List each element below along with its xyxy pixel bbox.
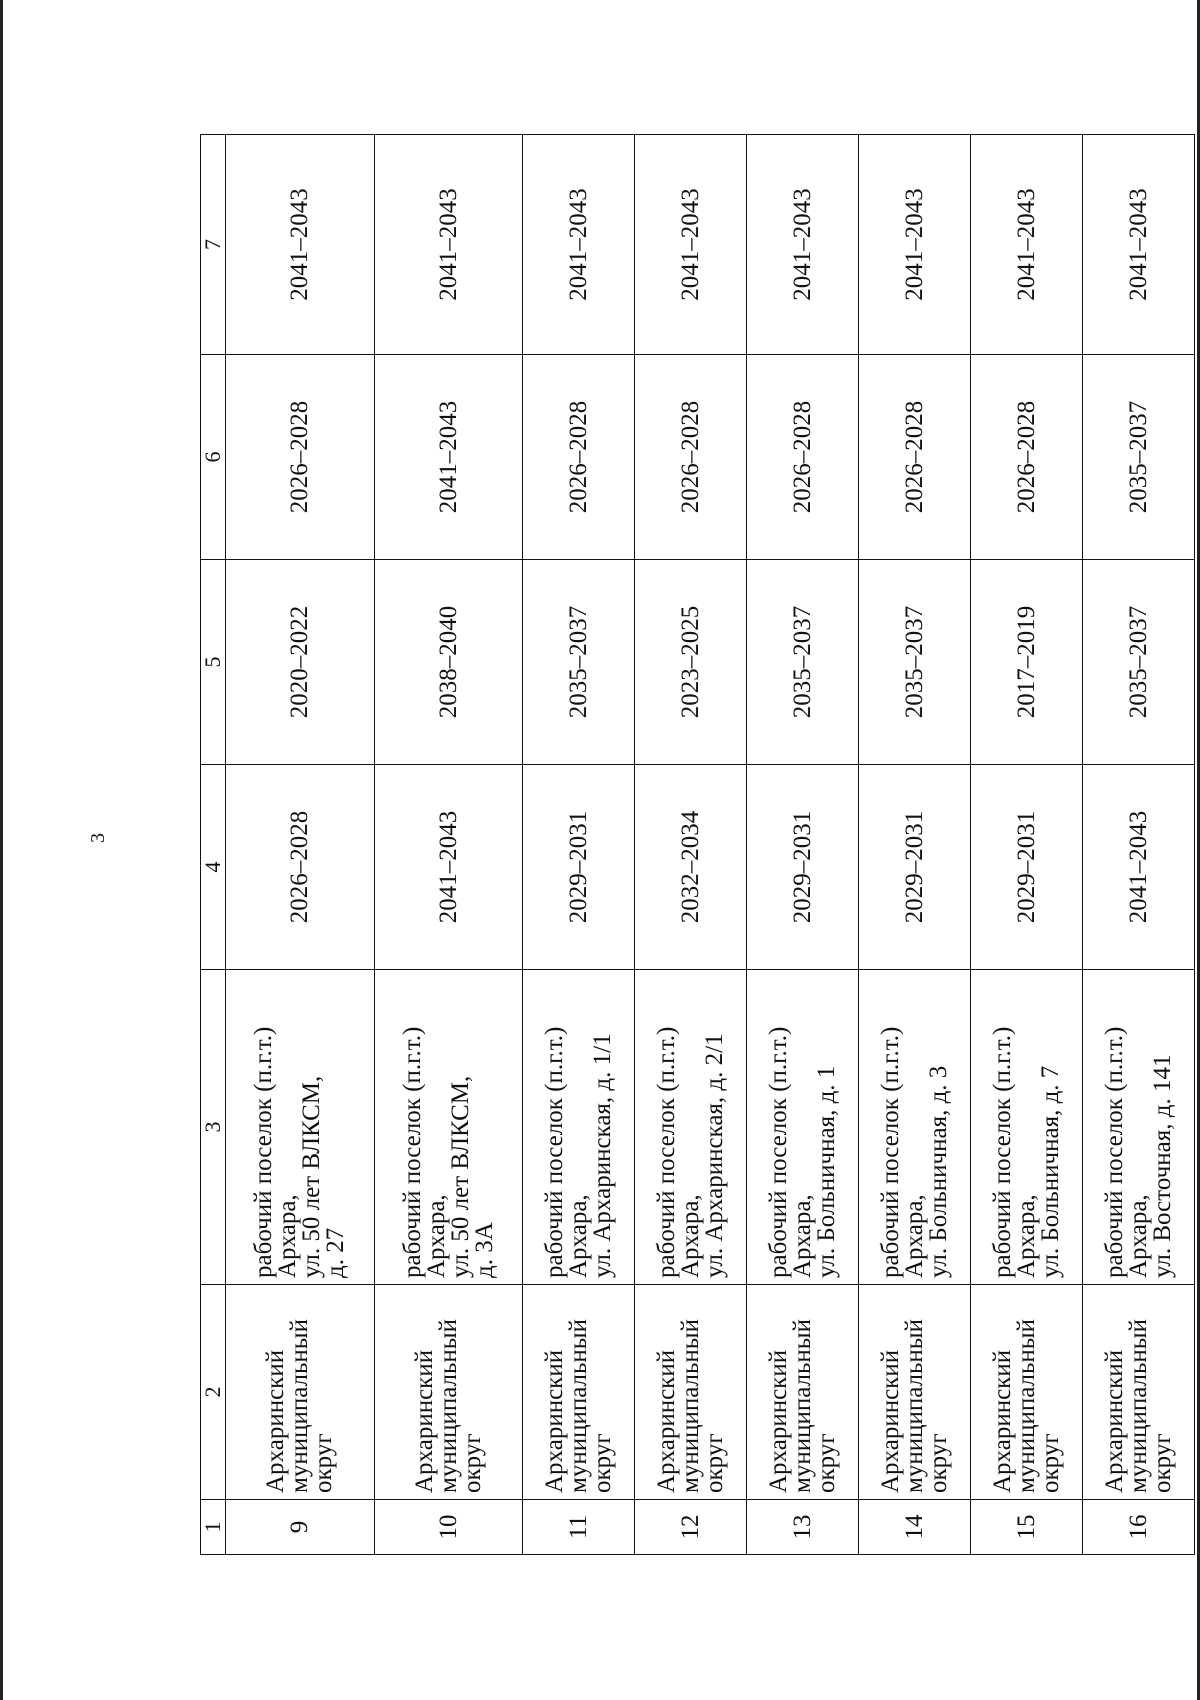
address-cell <box>971 970 1083 1285</box>
column-number: 5 <box>201 560 226 765</box>
period-cell-col7: 2041–2043 <box>859 135 971 355</box>
district-line: Архаринский <box>876 1349 904 1493</box>
district-line: округ <box>1148 1433 1176 1493</box>
district-line: муниципальный <box>788 1319 816 1493</box>
row-number-cell: 13 <box>747 1500 859 1555</box>
row-number-cell: 12 <box>635 1500 747 1555</box>
district-line: муниципальный <box>285 1319 313 1493</box>
address-line: рабочий поселок (п.г.т.) <box>988 1026 1016 1278</box>
row-number-cell: 11 <box>523 1500 635 1555</box>
address-line: рабочий поселок (п.г.т.) <box>764 1026 792 1278</box>
address-line: ул. Восточная, д. 141 <box>1148 1054 1176 1278</box>
column-number: 1 <box>201 1500 226 1555</box>
row-number-cell: 10 <box>374 1500 523 1555</box>
column-number: 2 <box>201 1285 226 1500</box>
period-cell-col5: 2035–2037 <box>747 560 859 765</box>
table-row <box>374 135 523 1555</box>
district-line: Архаринский <box>540 1349 568 1493</box>
address-cell <box>1083 970 1195 1285</box>
district-cell <box>747 1285 859 1500</box>
period-cell-col5: 2035–2037 <box>1083 560 1195 765</box>
address-line: рабочий поселок (п.г.т.) <box>249 1026 277 1278</box>
district-cell <box>523 1285 635 1500</box>
address-line: ул. Архаринская, д. 1/1 <box>588 1033 616 1278</box>
address-line: д. 3А <box>470 1222 498 1278</box>
district-line: муниципальный <box>434 1319 462 1493</box>
address-cell <box>374 970 523 1285</box>
period-cell-col4: 2029–2031 <box>971 765 1083 970</box>
period-cell-col7: 2041–2043 <box>971 135 1083 355</box>
district-line: Архаринский <box>988 1349 1016 1493</box>
period-cell-col5: 2023–2025 <box>635 560 747 765</box>
period-cell-col4: 2041–2043 <box>374 765 523 970</box>
row-number-cell: 9 <box>226 1500 375 1555</box>
address-line: Архара, <box>422 1194 450 1278</box>
district-line: округ <box>700 1433 728 1493</box>
district-line: Архаринский <box>261 1349 289 1493</box>
address-line: рабочий поселок (п.г.т.) <box>652 1026 680 1278</box>
period-cell-col5: 2020–2022 <box>226 560 375 765</box>
column-number: 4 <box>201 765 226 970</box>
row-number-cell: 16 <box>1083 1500 1195 1555</box>
period-cell-col4: 2026–2028 <box>226 765 375 970</box>
district-line: Архаринский <box>410 1349 438 1493</box>
district-line: округ <box>812 1433 840 1493</box>
page-number: 3 <box>87 833 109 843</box>
row-number-cell: 14 <box>859 1500 971 1555</box>
table-row <box>747 135 859 1555</box>
address-line: рабочий поселок (п.г.т.) <box>876 1026 904 1278</box>
address-cell <box>226 970 375 1285</box>
address-cell <box>859 970 971 1285</box>
district-line: муниципальный <box>900 1319 928 1493</box>
column-number: 7 <box>201 135 226 355</box>
district-line: муниципальный <box>676 1319 704 1493</box>
district-line: округ <box>309 1433 337 1493</box>
schedule-table <box>200 134 1195 1555</box>
district-line: Архаринский <box>1100 1349 1128 1493</box>
address-line: ул. Больничная, д. 3 <box>924 1065 952 1278</box>
address-line: Архара, <box>1012 1194 1040 1278</box>
period-cell-col5: 2038–2040 <box>374 560 523 765</box>
district-line: округ <box>1036 1433 1064 1493</box>
period-cell-col6: 2026–2028 <box>971 355 1083 560</box>
district-line: муниципальный <box>1124 1319 1152 1493</box>
period-cell-col4: 2041–2043 <box>1083 765 1195 970</box>
address-line: ул. 50 лет ВЛКСМ, <box>297 1075 325 1278</box>
address-cell <box>523 970 635 1285</box>
period-cell-col5: 2017–2019 <box>971 560 1083 765</box>
period-cell-col6: 2026–2028 <box>635 355 747 560</box>
period-cell-col6: 2035–2037 <box>1083 355 1195 560</box>
period-cell-col7: 2041–2043 <box>523 135 635 355</box>
district-line: Архаринский <box>652 1349 680 1493</box>
district-cell <box>859 1285 971 1500</box>
address-line: ул. Архаринская, д. 2/1 <box>700 1033 728 1278</box>
address-line: Архара, <box>273 1194 301 1278</box>
period-cell-col5: 2035–2037 <box>523 560 635 765</box>
period-cell-col6: 2026–2028 <box>859 355 971 560</box>
address-line: Архара, <box>564 1194 592 1278</box>
address-line: Архара, <box>788 1194 816 1278</box>
district-line: округ <box>588 1433 616 1493</box>
address-line: ул. 50 лет ВЛКСМ, <box>446 1075 474 1278</box>
address-line: Архара, <box>676 1194 704 1278</box>
period-cell-col4: 2032–2034 <box>635 765 747 970</box>
address-cell <box>747 970 859 1285</box>
address-line: д. 27 <box>321 1227 349 1278</box>
address-line: ул. Больничная, д. 7 <box>1036 1065 1064 1278</box>
period-cell-col7: 2041–2043 <box>747 135 859 355</box>
table-row <box>226 135 375 1555</box>
period-cell-col4: 2029–2031 <box>859 765 971 970</box>
district-cell <box>226 1285 375 1500</box>
table-row <box>859 135 971 1555</box>
district-cell <box>635 1285 747 1500</box>
column-number-row <box>201 135 226 1555</box>
period-cell-col6: 2041–2043 <box>374 355 523 560</box>
period-cell-col6: 2026–2028 <box>226 355 375 560</box>
column-number: 6 <box>201 355 226 560</box>
district-line: Архаринский <box>764 1349 792 1493</box>
period-cell-col6: 2026–2028 <box>523 355 635 560</box>
period-cell-col7: 2041–2043 <box>374 135 523 355</box>
district-cell <box>1083 1285 1195 1500</box>
district-line: округ <box>924 1433 952 1493</box>
district-line: округ <box>458 1433 486 1493</box>
period-cell-col4: 2029–2031 <box>523 765 635 970</box>
district-line: муниципальный <box>564 1319 592 1493</box>
period-cell-col5: 2035–2037 <box>859 560 971 765</box>
column-number: 3 <box>201 970 226 1285</box>
period-cell-col7: 2041–2043 <box>226 135 375 355</box>
period-cell-col7: 2041–2043 <box>1083 135 1195 355</box>
rotated-table-container <box>200 135 1195 1555</box>
address-line: ул. Больничная, д. 1 <box>812 1065 840 1278</box>
table-row <box>523 135 635 1555</box>
address-line: Архара, <box>1124 1194 1152 1278</box>
scan-edge-left <box>0 0 3 1700</box>
address-cell <box>635 970 747 1285</box>
table-row <box>1083 135 1195 1555</box>
period-cell-col4: 2029–2031 <box>747 765 859 970</box>
district-cell <box>374 1285 523 1500</box>
address-line: Архара, <box>900 1194 928 1278</box>
address-line: рабочий поселок (п.г.т.) <box>398 1026 426 1278</box>
table-row <box>635 135 747 1555</box>
district-cell <box>971 1285 1083 1500</box>
district-line: муниципальный <box>1012 1319 1040 1493</box>
table-row <box>971 135 1083 1555</box>
period-cell-col6: 2026–2028 <box>747 355 859 560</box>
period-cell-col7: 2041–2043 <box>635 135 747 355</box>
row-number-cell: 15 <box>971 1500 1083 1555</box>
address-line: рабочий поселок (п.г.т.) <box>1100 1026 1128 1278</box>
address-line: рабочий поселок (п.г.т.) <box>540 1026 568 1278</box>
